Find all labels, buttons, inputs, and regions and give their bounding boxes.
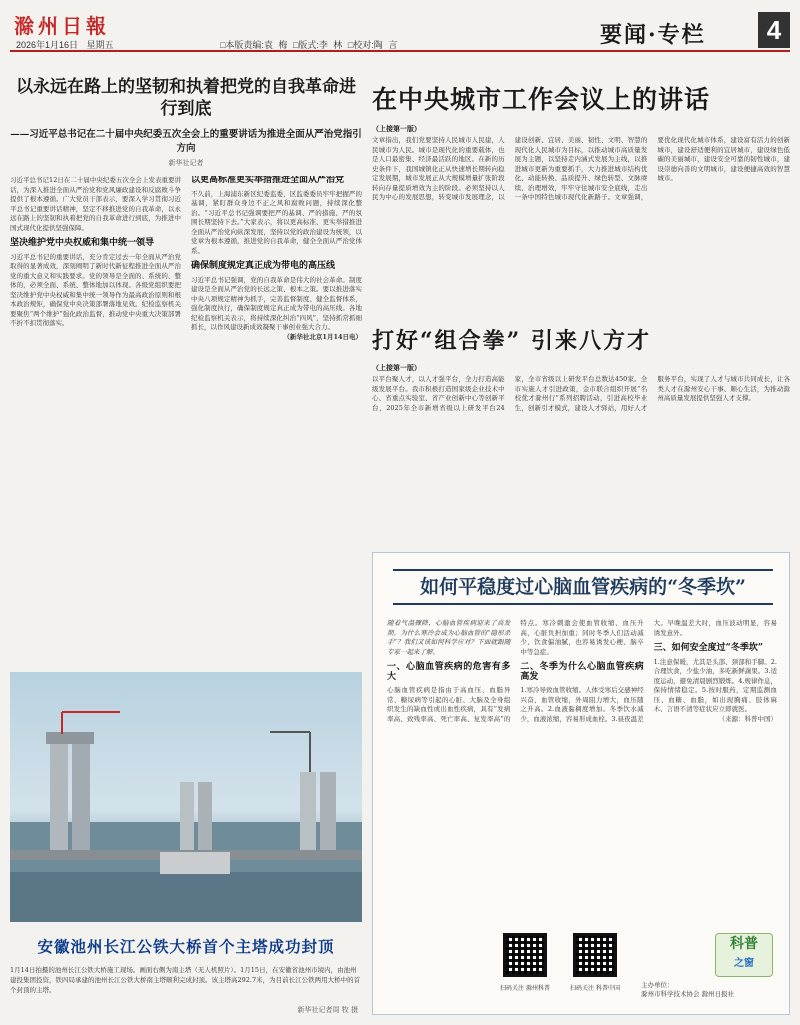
bridge-illustration [10, 672, 362, 922]
subheadline-self-revolution: ——习近平总书记在二十届中央纪委五次全会上的重要讲话为推进全面从严治党指引方向 [10, 129, 362, 154]
masthead [10, 8, 790, 52]
article-body-left [10, 176, 362, 656]
section-heading-1: 坚决维护党中央权威和集中统一领导 [10, 238, 155, 248]
continued-label-talent: （上接第一版） [372, 363, 421, 372]
health-question-2: 二、冬季为什么心脑血管疾病高发 [520, 662, 644, 682]
article-body-talent: 以平台聚人才，以人才强平台，全力打造高能级发展平台。我市积极打造国家级企业技术中心、省重点实验室、省产业创新中心等创新平台，2025年全市新增省级以上研发平台24家，全市省级以上研发平台总数达450家。全市实施人才引进政策，金市联合组织开展“名校优才滁州行”系列招聘活动，引进高校毕业生，创新引才模式，建设人才驿站，用好人才服务平台，实现了人才与城市共同成长，让各类人才在滁州安心干事、顺心生活，为推动滁州高质量发展提供坚强人才支撑。 [372, 375, 790, 412]
bridge-photo [10, 672, 362, 922]
science-window-logo [715, 933, 773, 977]
section-heading-2: 以更高标准更实举措推进全面从严治党 [191, 176, 345, 185]
photo-caption-headline: 安徽池州长江公铁大桥首个主塔成功封顶 [37, 937, 335, 956]
newspaper-logo: 滁州日報 [14, 14, 110, 38]
logo-line-1: 科普 [730, 936, 758, 952]
health-lead: 随着气温骤降，心脑血管疾病迎来了高发期。为什么寒冷会成为心脑血管的“隐形杀手”？我们又该如何科学应对？下面就跟随专家一起来了解。 [387, 619, 511, 656]
health-question-3: 三、如何安全度过“冬季坎” [653, 643, 764, 653]
health-body-1: 心脑血管疾病是指由于高血压、血脂异常、糖尿病等引起的心脏、大脑及全身组织发生的缺血性或出血性疾病，具有“发病率高、致残率高、死亡率高、复发率高”的特点。寒冷刺激会使血管收缩、血压升高，心脏负担加重；同时冬季人们活动减少、饮食偏油腻，也容易诱发心梗、脑卒中等急症。 [387, 619, 644, 723]
headline-self-revolution: 以永远在路上的坚韧和执着把党的自我革命进行到底 [16, 77, 356, 119]
section-body-1: 习近平总书记的重要讲话，充分肯定过去一年全面从严治党取得的显著成效，深刻阐明了新时代新征程推进全面从严治党的重大意义和实践要求。党的领导是全面的、系统的、整体的，必须全面、系统、整体地加以体现。各级党组织要把坚决维护党中央权威和集中统一领导作为最高政治原则和根本政治规矩，确保党中央决策部署落地见效。纪检监察机关要聚焦“两个维护”强化政治监督，推动党中央重大决策部署不折不扣贯彻落实。 [10, 252, 181, 327]
health-headline: 如何平稳度过心脑血管疾病的“冬季坎” [393, 569, 773, 605]
byline: 新华社记者 [168, 159, 204, 167]
qr-label-1: 扫码关注 滁州科普 [500, 985, 550, 992]
health-body [387, 619, 777, 924]
headline-city-work: 在中央城市工作会议上的讲话 [372, 85, 711, 114]
health-feature-box [372, 552, 790, 1015]
article-body-city: 文章指出，我们党要坚持人民城市人民建，人民城市为人民。城市是现代化的重要载体，也是人口最密集、经济最活跃的地区。在新的历史条件下，我国城镇化正从快速增长期转向稳定发展期，城市发展正从大规模增量扩张阶段转向存量提质增效为主的阶段。必须坚持以人民为中心的发展思想，转变城市发展理念，以建设创新、宜居、美丽、韧性、文明、智慧的现代化人民城市为目标，以推动城市高质量发展为主题，以坚持走内涵式发展为主线，以推进城市更新为重要抓手，大力推进城市结构优化、动能转换、品质提升、绿色转型、文脉赓续、治理增效，牢牢守住城市安全底线，走出一条中国特色城市现代化新路子。文章强调，要优化现代化城市体系，建设富有活力的创新城市，建设舒适便利的宜居城市，建设绿色低碳的美丽城市，建设安全可靠的韧性城市，建设崇德向善的文明城市，建设便捷高效的智慧城市。 [372, 136, 790, 201]
health-source: （来源：科普中国） [718, 714, 777, 723]
section-body-3: 习近平总书记强调，党的自我革命是伟大的社会革命。制度建设是全面从严治党的长远之策、根本之策。要以推进落实中央八项规定精神为抓手，完善监督制度、健全监督体系，强化制度执行，确保制度规定真正成为带电的高压线。各地纪检监察机关表示，将持续深化纠治“四风”，坚持抓常抓细抓长，以作风建设新成效凝聚干事创业强大合力。 [191, 275, 362, 331]
article-intro: 习近平总书记12日在二十届中央纪委五次全会上发表重要讲话，为深入推进全面从严治党和党风廉政建设和反腐败斗争提供了根本遵循。广大党员干部表示，要深入学习贯彻习近平总书记重要讲话精神，坚定不移推进党的自我革命，以永远在路上的坚韧和执着把党的自我革命进行到底，为推进中国式现代化提供坚强保障。 [10, 176, 181, 232]
section-title: 要闻·专栏 [600, 22, 706, 48]
staff-credits: □本版责编:袁 梅 □版式:李 林 □校对:陶 言 [220, 40, 398, 50]
issue-date: 2026年1月16日 星期五 [16, 40, 114, 50]
article-dateline: （新华社北京1月14日电） [283, 332, 362, 341]
sponsor-credit: 主办单位： 滁州市科学技术协会 滁州日报社 [641, 981, 735, 998]
section-body-2: 不久前，上海浦东新区纪委监委，区监委委员牢牢把握严的基调，紧盯群众身边不正之风和腐败问题，持续深化整治。“习近平总书记强调要把严的基调、严的措施、严的氛围长期坚持下去。”大家表示，将以更高标准、更实举措推进全面从严治党向纵深发展，坚持以党的政治建设为统领，以党章为根本遵循，推进党的自我革命，健全全面从严治党体系。 [191, 189, 362, 255]
health-body-3: 1.注意保暖，尤其是头部、颈部和手脚。2.合理饮食，少盐少油，多吃新鲜蔬果。3.适度运动，避免清晨剧烈锻炼。4.规律作息，保持情绪稳定。5.按时服药，定期监测血压、血糖、血脂，如出现胸痛、肢体麻木、言语不清等症状应立即就医。 [653, 657, 777, 713]
health-question-1: 一、心脑血管疾病的危害有多大 [387, 662, 511, 682]
photo-credit: 新华社记者周 牧 摄 [297, 1006, 358, 1014]
qr-label-2: 扫码关注 科普中国 [570, 985, 620, 992]
qr-code-1[interactable] [503, 933, 547, 977]
right-column [372, 60, 790, 1015]
section-heading-3: 确保制度规定真正成为带电的高压线 [191, 261, 336, 271]
logo-line-2: 之窗 [734, 958, 754, 969]
continued-label-city: （上接第一版） [372, 124, 421, 133]
headline-talent: 打好“组合拳” 引来八方才 [372, 328, 651, 354]
left-column [10, 60, 362, 1015]
photo-caption-body: 1月14日拍摄的池州长江公铁大桥施工现场。画面右侧为南主塔（无人机照片）。1月15日，在安徽省池州市境内，由池州建投集团投资，铁四局承建的池州长江公铁大桥南主塔顺利完成封顶。该主塔高292.7米，为目前长江公铁两用大桥中的首个封顶的主塔。 [10, 966, 361, 994]
health-body-2: 1.寒冷导致血管收缩。人体受寒后交感神经兴奋，血管收缩，外周阻力增大，血压随之升高。2.血液黏稠度增加。冬季饮水减少，血液浓缩，容易形成血栓。3.昼夜温差大。早晚温差大时，血压波动明显，容易诱发意外。 [520, 619, 777, 723]
page-number: 4 [758, 12, 790, 48]
qr-code-2[interactable] [573, 933, 617, 977]
